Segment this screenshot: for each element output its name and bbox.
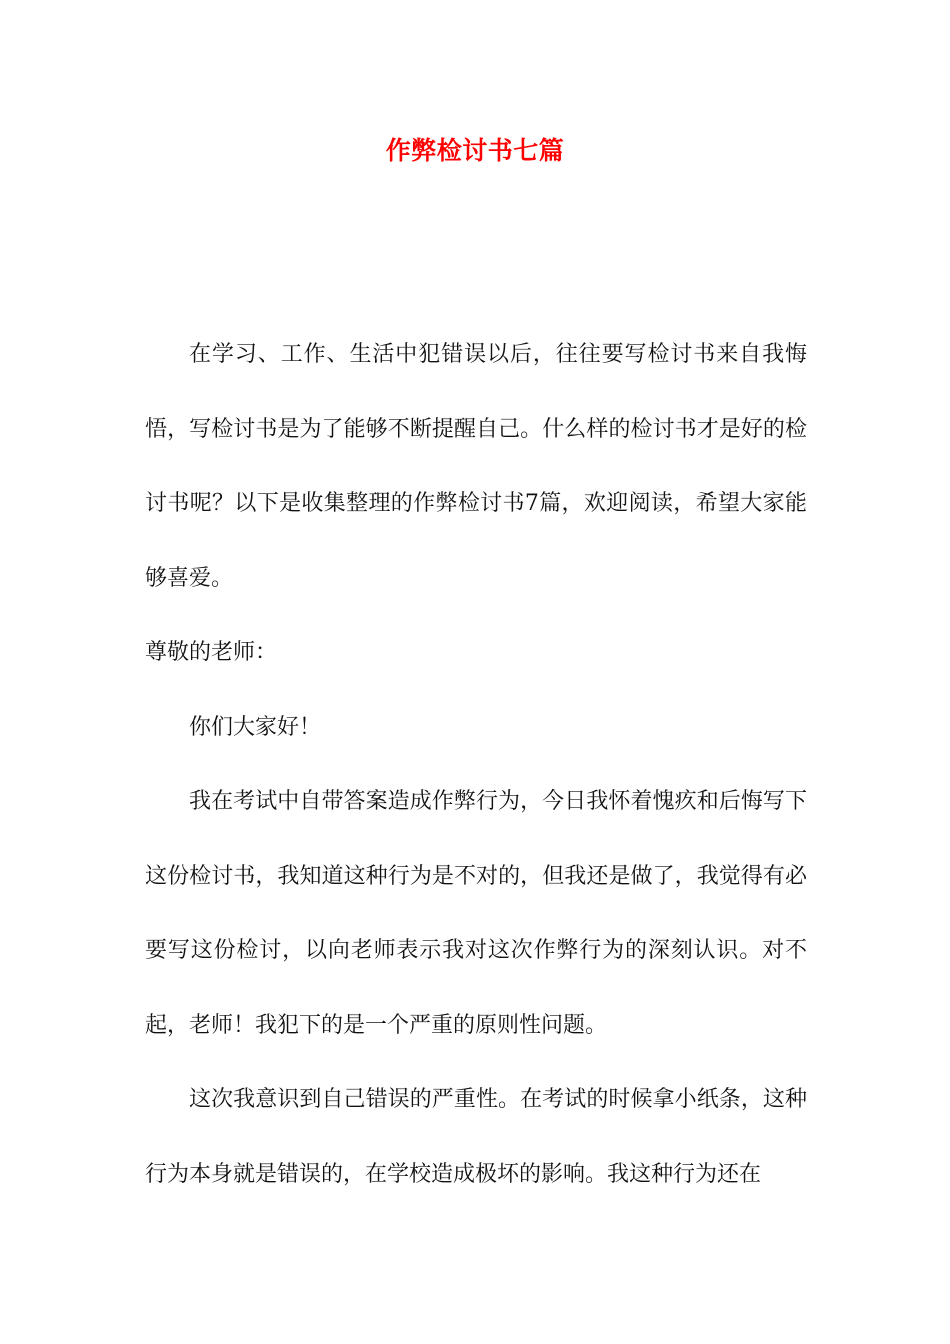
document-body <box>145 318 807 1212</box>
body-paragraph-1: 我在考试中自带答案造成作弊行为，今日我怀着愧疚和后悔写下这份检讨书，我知道这种行为是不对的，但我还是做了，我觉得有必要写这份检讨，以向老师表示我对这次作弊行为的深刻认识。对不起，老师！我犯下的是一个严重的原则性问题。 <box>145 789 807 1038</box>
salutation: 尊敬的老师： <box>145 640 278 665</box>
body-paragraph-2: 这次我意识到自己错误的严重性。在考试的时候拿小纸条，这种行为本身就是错误的，在学校造成极坏的影响。我这种行为还在 <box>145 1087 807 1187</box>
document-title: 作弊检讨书七篇 <box>385 136 565 165</box>
greeting: 你们大家好！ <box>189 714 322 740</box>
intro-paragraph: 在学习、工作、生活中犯错误以后，往往要写检讨书来自我悔悟，写检讨书是为了能够不断提醒自己。什么样的检讨书才是好的检讨书呢？以下是收集整理的作弊检讨书7篇，欢迎阅读，希望大家能够喜爱。 <box>145 342 807 591</box>
